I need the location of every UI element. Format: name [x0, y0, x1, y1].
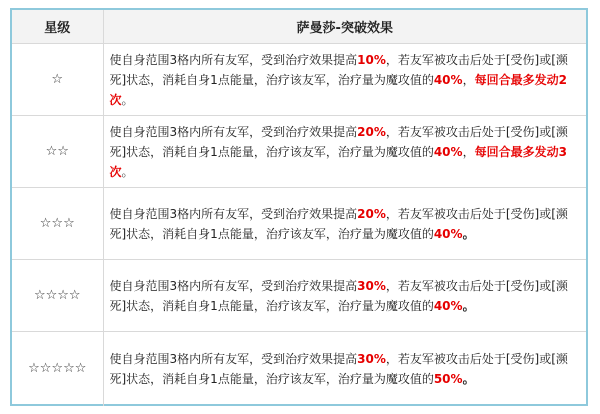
- star-rating: ☆: [12, 44, 103, 116]
- effect-text: 。: [462, 226, 475, 241]
- effect-description: [103, 332, 586, 406]
- star-rating: ☆☆☆☆☆: [12, 332, 103, 406]
- trigger-limit: 每回合最多发动3次: [109, 144, 567, 179]
- heal-amount-value: 40%: [433, 298, 463, 313]
- star-rating: ☆☆☆☆: [12, 260, 103, 332]
- heal-amount-value: 40%: [433, 144, 463, 159]
- heal-boost-value: 20%: [357, 206, 386, 221]
- star-rating: ☆☆☆: [12, 188, 103, 260]
- effect-description: [103, 188, 586, 260]
- effect-text: 使自身范围3格内所有友军，受到治疗效果提高: [109, 206, 358, 221]
- trigger-limit: 每回合最多发动2次: [109, 72, 567, 107]
- effect-text: ，若友军被攻击后处于[受伤]或[濒死]状态，消耗自身1点能量，治疗该友军，治疗量为魔攻值的: [109, 124, 568, 159]
- heal-boost-value: 30%: [357, 351, 386, 366]
- effect-text: 使自身范围3格内所有友军，受到治疗效果提高: [109, 124, 358, 139]
- table-row: [12, 44, 586, 116]
- effect-description: [103, 116, 586, 188]
- heal-boost-value: 30%: [357, 278, 386, 293]
- heal-amount-value: 50%: [433, 371, 463, 386]
- effect-description: [103, 44, 586, 116]
- heal-amount-value: 40%: [433, 72, 463, 87]
- header-breakthrough-effect: 萨曼莎-突破效果: [103, 10, 586, 44]
- star-rating: ☆☆: [12, 116, 103, 188]
- heal-boost-value: 20%: [357, 124, 386, 139]
- effect-text: 。: [462, 298, 475, 313]
- table-row: [12, 260, 586, 332]
- effect-text: 。: [462, 371, 475, 386]
- heal-boost-value: 10%: [357, 52, 386, 67]
- table-row: [12, 332, 586, 406]
- effect-table-frame: [10, 8, 588, 406]
- effect-description: [103, 260, 586, 332]
- breakthrough-effect-table: [12, 10, 586, 406]
- table-row: [12, 188, 586, 260]
- table-header-row: [12, 10, 586, 44]
- header-star-level: 星级: [12, 10, 103, 44]
- effect-text: ，若友军被攻击后处于[受伤]或[濒死]状态，消耗自身1点能量，治疗该友军，治疗量为魔攻值的: [109, 351, 568, 386]
- effect-text: ，若友军被攻击后处于[受伤]或[濒死]状态，消耗自身1点能量，治疗该友军，治疗量为魔攻值的: [109, 52, 568, 87]
- effect-text: ，: [462, 72, 475, 87]
- effect-text: 使自身范围3格内所有友军，受到治疗效果提高: [109, 52, 358, 67]
- effect-text: 。: [121, 92, 134, 107]
- effect-text: 使自身范围3格内所有友军，受到治疗效果提高: [109, 351, 358, 366]
- effect-text: ，若友军被攻击后处于[受伤]或[濒死]状态，消耗自身1点能量，治疗该友军，治疗量为魔攻值的: [109, 278, 568, 313]
- effect-text: ，若友军被攻击后处于[受伤]或[濒死]状态，消耗自身1点能量，治疗该友军，治疗量为魔攻值的: [109, 206, 568, 241]
- effect-text: ，: [462, 144, 475, 159]
- table-row: [12, 116, 586, 188]
- heal-amount-value: 40%: [433, 226, 463, 241]
- effect-text: 。: [121, 164, 134, 179]
- effect-text: 使自身范围3格内所有友军，受到治疗效果提高: [109, 278, 358, 293]
